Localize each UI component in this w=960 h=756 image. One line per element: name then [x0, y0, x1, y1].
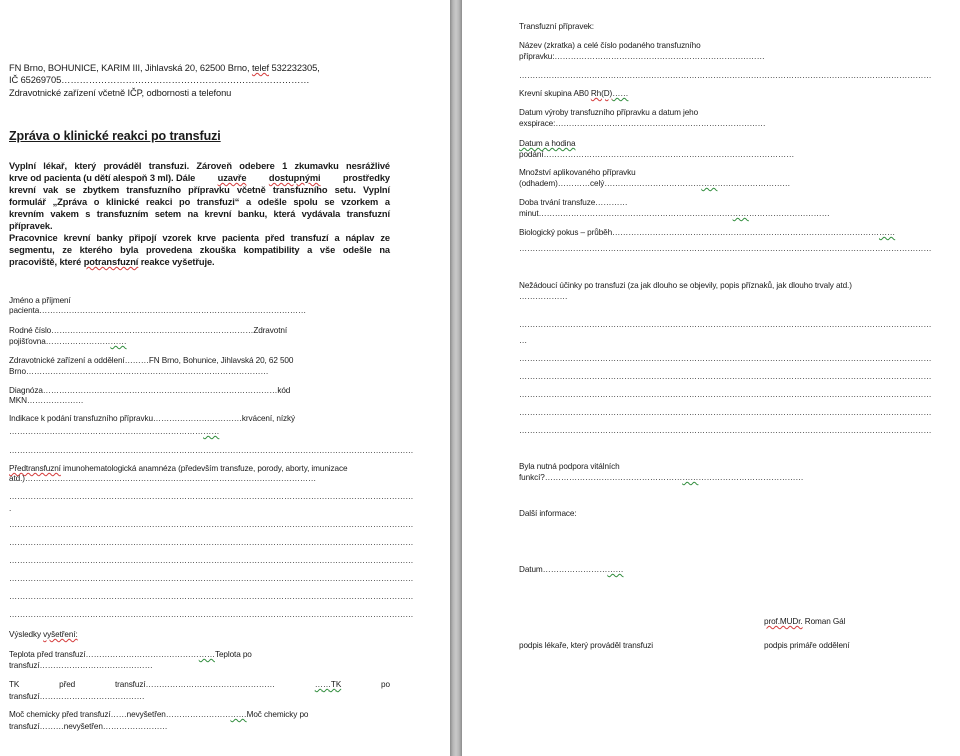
- label-nezadouci: Nežádoucí účinky po transfuzi (za jak dlouho se objevily, popis příznaků, jak dlouho trvaly atd.): [519, 281, 852, 290]
- header-line-3: Zdravotnické zařízení včetně IČP, odbornosti a telefonu: [9, 88, 232, 98]
- field-biologicky-pokus[interactable]: Biologický pokus – průběh……………………………………………………………………………………………: [519, 228, 896, 237]
- dotted-line[interactable]: ……………………………………………………………………………………………………………………………………: [9, 446, 414, 455]
- dotted-line[interactable]: ……………………………………………………………………………………………………………………………………: [9, 592, 414, 601]
- label-mnozstvi: Množství aplikovaného přípravku: [519, 168, 636, 177]
- field-nezadouci[interactable]: ………………: [519, 292, 568, 301]
- field-datum[interactable]: Datum…………………………: [519, 565, 624, 574]
- field-rodne-cislo[interactable]: Rodné číslo…………………………………………………………………Zdravotní: [9, 326, 288, 335]
- field-tk[interactable]: TK před transfuzí………………………………………… ……TK po: [9, 680, 390, 689]
- dotted-line[interactable]: ………………………………………………………………………………………………………………………………………: [519, 372, 932, 381]
- right-page: [462, 0, 960, 756]
- field-podpora[interactable]: funkcí?……………………………………………………………………………………: [519, 473, 804, 482]
- paragraph-line-8: segmentu, ze kterého byla provedena zkouška kompatibility a vše odešle na: [9, 245, 390, 255]
- paragraph-line-4: formulář „Zpráva o klinické reakci po transfuzi“ a odešle spolu se vzorkem a: [9, 197, 390, 207]
- field-nazev[interactable]: přípravku:……………………………………………………………………: [519, 52, 765, 61]
- label-pripravek: Transfuzní přípravek:: [519, 22, 594, 31]
- paragraph-line-9: pracoviště, které potransfuzní reakce vyšetřuje.: [9, 257, 215, 267]
- field-mkn[interactable]: MKN…………………: [9, 396, 84, 405]
- dotted-line[interactable]: ………………………………………………………………………………………………………………………………………: [519, 320, 932, 329]
- field-pojistovna[interactable]: pojišťovna…………………………: [9, 337, 127, 346]
- label-podpis-lekare: podpis lékaře, který prováděl transfuzi: [519, 641, 653, 650]
- dotted-line[interactable]: ………………………………………………………………………………………………………………………………………: [519, 354, 932, 363]
- field-krevni-skupina[interactable]: Krevní skupina AB0 Rh(D)……: [519, 89, 629, 98]
- document-title: Zpráva o klinické reakci po transfuzi: [9, 129, 221, 143]
- label-datum-hodina: Datum a hodina: [519, 139, 576, 148]
- field-exspirace[interactable]: exspirace:……………………………………………………………………: [519, 119, 766, 128]
- doctor-name: prof.MUDr. Roman Gál: [764, 617, 846, 626]
- field-podani[interactable]: podání…………………………………………………………………………………: [519, 150, 795, 159]
- field-indikace-2[interactable]: ……………………………………………………………………: [9, 427, 220, 436]
- label-vysledky: Výsledky vyšetření:: [9, 630, 78, 639]
- header-line-2: IČ 65269705………………………………………………………………………: [9, 75, 310, 85]
- header-line-1: FN Brno, BOHUNICE, KARIM III, Jihlavská 20, 62500 Brno, telef 532232305,: [9, 63, 320, 73]
- label-datum-vyroby: Datum výroby transfuzního přípravku a datum jeho: [519, 108, 699, 117]
- dotted-line[interactable]: ……………………………………………………………………………………………………………………………………: [9, 520, 414, 529]
- field-tk-2[interactable]: transfuzí…………………………………: [9, 692, 145, 701]
- field-mnozstvi[interactable]: (odhadem)…………celý……………………………………………………………: [519, 179, 791, 188]
- dotted-line[interactable]: ………………………………………………………………………………………………………………………………………: [519, 244, 932, 253]
- page-gutter: [450, 0, 462, 756]
- dotted-line[interactable]: ……………………………………………………………………………………………………………………………………: [9, 556, 414, 565]
- dot: .: [9, 504, 12, 513]
- dotted-line[interactable]: ……………………………………………………………………………………………………………………………………: [9, 610, 414, 619]
- field-diagnoza[interactable]: Diagnóza……………………………………………………………………………kód: [9, 386, 291, 395]
- label-dalsi-informace: Další informace:: [519, 509, 577, 518]
- paragraph-line-1: Vyplní lékař, který prováděl transfuzi. Zároveň odebere 1 zkumavku nesrážlivé: [9, 161, 390, 171]
- paragraph-line-6: přípravek.: [9, 221, 53, 231]
- field-teplota-2[interactable]: transfuzí……………………………………: [9, 661, 153, 670]
- field-predtransfuzni[interactable]: Předtransfuzní imunohematologická anamnéza (především transfuze, porody, aborty, imunizace: [9, 464, 348, 473]
- field-brno[interactable]: Brno………………………………………………………………………………: [9, 367, 269, 376]
- field-doba[interactable]: minut………………………………………………………………………………………………: [519, 209, 830, 218]
- field-teplota[interactable]: Teplota před transfuzí…………………………………………Teplota po: [9, 650, 252, 659]
- label-doba: Doba trvání transfuze…………: [519, 198, 628, 207]
- label-jmeno: Jméno a příjmení: [9, 296, 71, 305]
- label-nazev: Název (zkratka) a celé číslo podaného transfuzního: [519, 41, 701, 50]
- paragraph-line-2: krve od pacienta (u dětí alespoň 3 ml). Dále uzavře dostupnými prostředky: [9, 173, 390, 183]
- paragraph-line-7: Pracovnice krevní banky připojí vzorek krve pacienta před transfuzí a náplav ze: [9, 233, 390, 243]
- dotted-line[interactable]: ………………………………………………………………………………………………………………………………………: [519, 426, 932, 435]
- field-moc-2[interactable]: transfuzí………nevyšetřen……………………: [9, 722, 168, 731]
- paragraph-line-5: krevním vakem s transfuzním setem na krevní banku, která vydávala transfuzní: [9, 209, 390, 219]
- dotted-line[interactable]: ………………………………………………………………………………………………………………………………………: [519, 390, 932, 399]
- field-pacient[interactable]: pacienta………………………………………………………………………………………: [9, 306, 307, 315]
- dotted-line[interactable]: ……………………………………………………………………………………………………………………………………: [9, 574, 414, 583]
- dotted-line[interactable]: ……………………………………………………………………………………………………………………………………: [9, 492, 414, 501]
- field-indikace[interactable]: Indikace k podání transfuzního přípravku……………………………krvácení, nízký: [9, 414, 295, 423]
- dots-short: …: [519, 336, 528, 345]
- field-atd[interactable]: atd.)………………………………………………………………………………………………: [9, 474, 317, 483]
- left-page: [0, 0, 450, 756]
- paragraph-line-3: krevní vak se zbytkem transfuzního přípravku včetně transfuzního setu. Vyplní: [9, 185, 390, 195]
- label-podpora: Byla nutná podpora vitálních: [519, 462, 620, 471]
- dotted-line[interactable]: ………………………………………………………………………………………………………………………………………: [519, 408, 932, 417]
- field-moc[interactable]: Moč chemicky před transfuzí……nevyšetřen…………………………Moč chemicky po: [9, 710, 309, 719]
- field-zarizeni[interactable]: Zdravotnické zařízení a oddělení………FN Brno, Bohunice, Jihlavská 20, 62 500: [9, 356, 294, 365]
- label-podpis-primare: podpis primáře oddělení: [764, 641, 850, 650]
- dotted-line[interactable]: ………………………………………………………………………………………………………………………………………: [519, 71, 932, 80]
- dotted-line[interactable]: ……………………………………………………………………………………………………………………………………: [9, 538, 414, 547]
